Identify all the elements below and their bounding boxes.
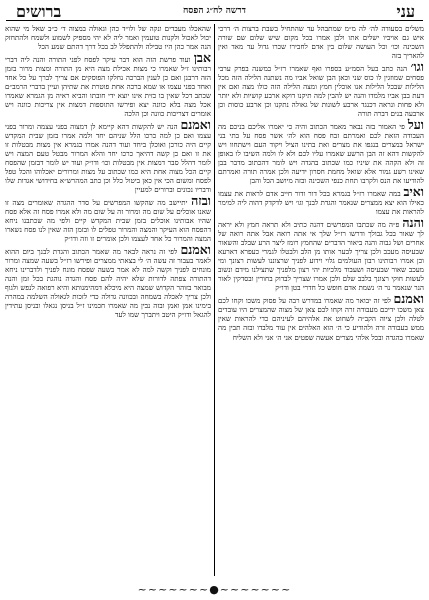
left-column [5, 24, 211, 576]
paragraph: וגו׳ הנה כתב בעל הסמ״ע בספרו ואף שאמרו רז״ל במשנה בפרק ערבי פסחים שמוזגין לו כוס שני וכאן הבן שואל אביו מה נשתנה הלילה הזה מכל הלילות שבכל הלילות אנו אוכלין חמץ ומצה הלילה הזה כולו מצה ואם אין דעת בבן אביו מלמדו והנה יש להבין למה תיקנו דוקא ארבע קושיות ולא יותר ולא פחות ונראה דכנגד ארבע לשונות של גאולה נתקנו וכן ארבע כוסות וכן ארבעה בנים דברה תורה [218, 59, 424, 119]
paragraph-keyword: וגו׳ [410, 59, 424, 75]
running-head-center: דרשה לח״ג הפסח [182, 6, 246, 16]
paragraph: משלים בסעודה לה׳ לה מ״מ שמתבהל עד שהתחיל בשבת ברצות ה׳ דרכי איש גם אויביו ישלים אתו ולכן אמרו בכל מקום שיש שלום שם שורה השכינה וכו׳ וכל העושה שלום בין אדם לחבירו שכרו גדול עד מאד ואין להאריך בזה [218, 24, 424, 61]
paragraph-keyword: אבן [193, 50, 211, 66]
paragraph: ואמנם הנה יש להקשות דהא קיימא לן דמצוה בפני עצמה ומרור בפני עצמו ואם כן למה כרכו הלל שניהם יחד ולמה אמרו בזמן שבית המקדש קיים היה כורכן ואוכלן ביחד ועוד דהנה אמרו בגמרא אין מצות מבטלות זו את זו ואם כן קשה דהיאך כרכו יחד והלא המרור מבטל טעם המצה ויש לומר דהלל סבר דמצות אין מבטלות וכו׳ ודו״ק ועוד יש לומר דבזמן שהפסח קיים הכל מצוה אחת היא כמו שכתוב על מצות ומרורים יאכלוהו והכל טפל לפסח ומשום הכי אין כאן ביטול כלל וכן כתב המהרש״א בחידושי אגדות שלו ודבריו נכונים וברורים למעיין [5, 117, 211, 195]
running-head-right: עני [396, 2, 415, 21]
paragraph: והנה פ״ה מה שכתבו המפרשים דהנה כתיב ולא תראה חמץ ולא יראה לך שאור בכל גבולך ודרשו רז״ל שלך אי אתה רואה אבל אתה רואה של אחרים ושל גבוה והנה ביאור הדברים שהחמץ רומז ליצר הרע שבלב והשאור שבעיסה מעכב ולכן צריך לבער אותו מן הלב ולבטלו לגמרי כעפרא דארעא וכן אמרו רבותינו רבון העולמים גלוי וידוע לפניך שרצוננו לעשות רצונך ומי מעכב שאור שבעיסה ושעבוד מלכיות יהי רצון מלפניך שתצילנו מידם ונשוב לעשות חוקי רצונך בלבב שלם ולכן אמרו שצריך לבדוק בחורין ובסדקין לאור הנר שנאמר נר ה׳ נשמת אדם חופש כל חדרי בטן ודו״ק [218, 215, 424, 293]
paragraph-keyword: ואמנם [180, 117, 211, 133]
paragraph-keyword: ועל [407, 117, 424, 133]
paragraph: אבן ועוד פרשת הזה הוא דבר עיקר לפסח לפני התורה והנה ליה דברי רבותינו ז״ל שאמרו כי מצות אכילת מצה היא מן התורה ומצות מרור בזמן הזה דרבנן ואם כן לענין הברכה נחלקו הפוסקים אם צריך לברך על כל אחד ואחד בפני עצמו או שמא ברכה אחת פוטרת את שתיהן ועיין בדברי הרמב״ם שכתב דכל שאין בו כזית אינו יוצא ידי חובתו והביא ראיה מן הגמרא שאמרו אכל מצה בלא כוונה יצא ופירשו התוספות דמצות אין צריכות כוונה ויש אומרים דצריכות כוונה וכן הלכה [5, 50, 211, 119]
paragraph-keyword: ובזה [191, 193, 211, 209]
paragraph: ואמנם לפי זה נראה לבאר מה שאמר הכתוב והגדת לבנך ביום ההוא לאמר בעבור זה עשה ה׳ לי בצאתי ממצרים ופירשו רז״ל בשעה שמצה ומרור מונחים לפניך וקשה למה לא אמר בשעה שפסח מונח לפניך ולדברינו ניחא דהתורה צפתה לדורות שלא יהיה להם פסח והגדה נוהגת בכל זמן והנה מבואר בזוהר הקדוש שמצה היא מיכלא דמהימנותא והיא רפואה לנפש ולגוף ולכן צריך לאכלה בשמחה ובכוונה גדולה כדי לזכות לגאולה השלמה במהרה בימינו אמן ואמן ובזה נבין מה שאמרו חכמינו ז״ל בניסן נגאלו ובניסן עתידין להגאל ודו״ק היטב ויתברך שמו לעד [5, 242, 211, 320]
paragraph-keyword: והנה [402, 215, 424, 231]
column-divider [214, 24, 215, 576]
paragraph: שהאכלו מעבדים ונקה של ולו״ד כהן וגאולה במצוה ד׳ כ״ב שאל מי שהוא יכול לאכול ולקנות טועמין ואמר ליה לא יהי מספיק לשמוע ולשמח ולהתחזק הנה אמר כהן היו טבילה ולהתפלל לב בכל דרך דהתם שמע הכל [5, 24, 211, 52]
paragraph-keyword: ואיב [403, 184, 424, 200]
running-head-left: ברושים [16, 2, 62, 21]
right-column [218, 24, 424, 576]
paragraph: ובזה יתיישב מה שהקשו המפרשים על סדר ההגדה שאומרים מצה זו שאנו אוכלים על שום מה ומרור זה על שום מה ולא אמרו פסח זה אלא פסח שהיו אבותינו אוכלים בזמן שבית המקדש קיים ולפי מה שכתבנו ניחא דהפסח הוא העיקר והמצה והמרור טפלים לו ובזמן הזה שאין לנו פסח נשארו המצה והמרור כל אחד לעצמו ולכן אומרים זו וזה ודו״ק [5, 193, 211, 244]
paragraph: ואמנם לפי זה יבואר מה שאמרו במדרש רבה על פסוק משכו וקחו לכם צאן משכו ידיכם מעבודה זרה וקחו לכם צאן של מצוה שהמצרים היו עובדים לטלה ולכן ציוה הקב״ה לשחוט את אלהיהם לעיניהם כדי להראות שאין ממש בעבודה זרה ולהודיע כי ה׳ הוא האלהים אין עוד מלבדו ובזה תבין מה שאמרו בהגדה ובכל אלהי מצרים אעשה שפטים אני ה׳ אני ולא השליח [218, 291, 424, 342]
header-rule [6, 20, 423, 21]
end-ornament: ~~~~~~~●~~~~~~~ [137, 583, 292, 596]
page-header [6, 2, 423, 21]
paragraph: ועל פי האמור בזה נבאר מאמר הכתוב והיה כי יאמרו אליכם בניכם מה העבודה הזאת לכם ואמרתם זבח פסח הוא לה׳ אשר פסח על בתי בני ישראל במצרים בנגפו את מצרים ואת בתינו הציל ויקוד העם וישתחוו ויש להקשות דהא זה הבן הרשע שאמרו עליו לכם ולא לו ולמה השיבו לו באופן זה ולא הקהה את שיניו כמו שכתוב בהגדה ויש לומר דהכתוב מדבר בבן שאינו רשע גמור אלא שואל מחמת חסרון ידיעה ולכן אמרה תורה ואמרתם להודיעו את הנס ולקרבו תחת כנפי השכינה ובזה מיושב הכל והבן [218, 117, 424, 186]
paragraph-keyword: ואמנם [393, 291, 424, 307]
paragraph: ואיב במה שאמרו רז״ל בגמרא בכל דור ודור חייב אדם לראות את עצמו כאילו הוא יצא ממצרים שנאמר והגדת לבנך וגו׳ ויש לדקדק דהוה ליה למימר להראות את עצמו [218, 184, 424, 217]
paragraph-keyword: ואמנם [180, 242, 211, 258]
